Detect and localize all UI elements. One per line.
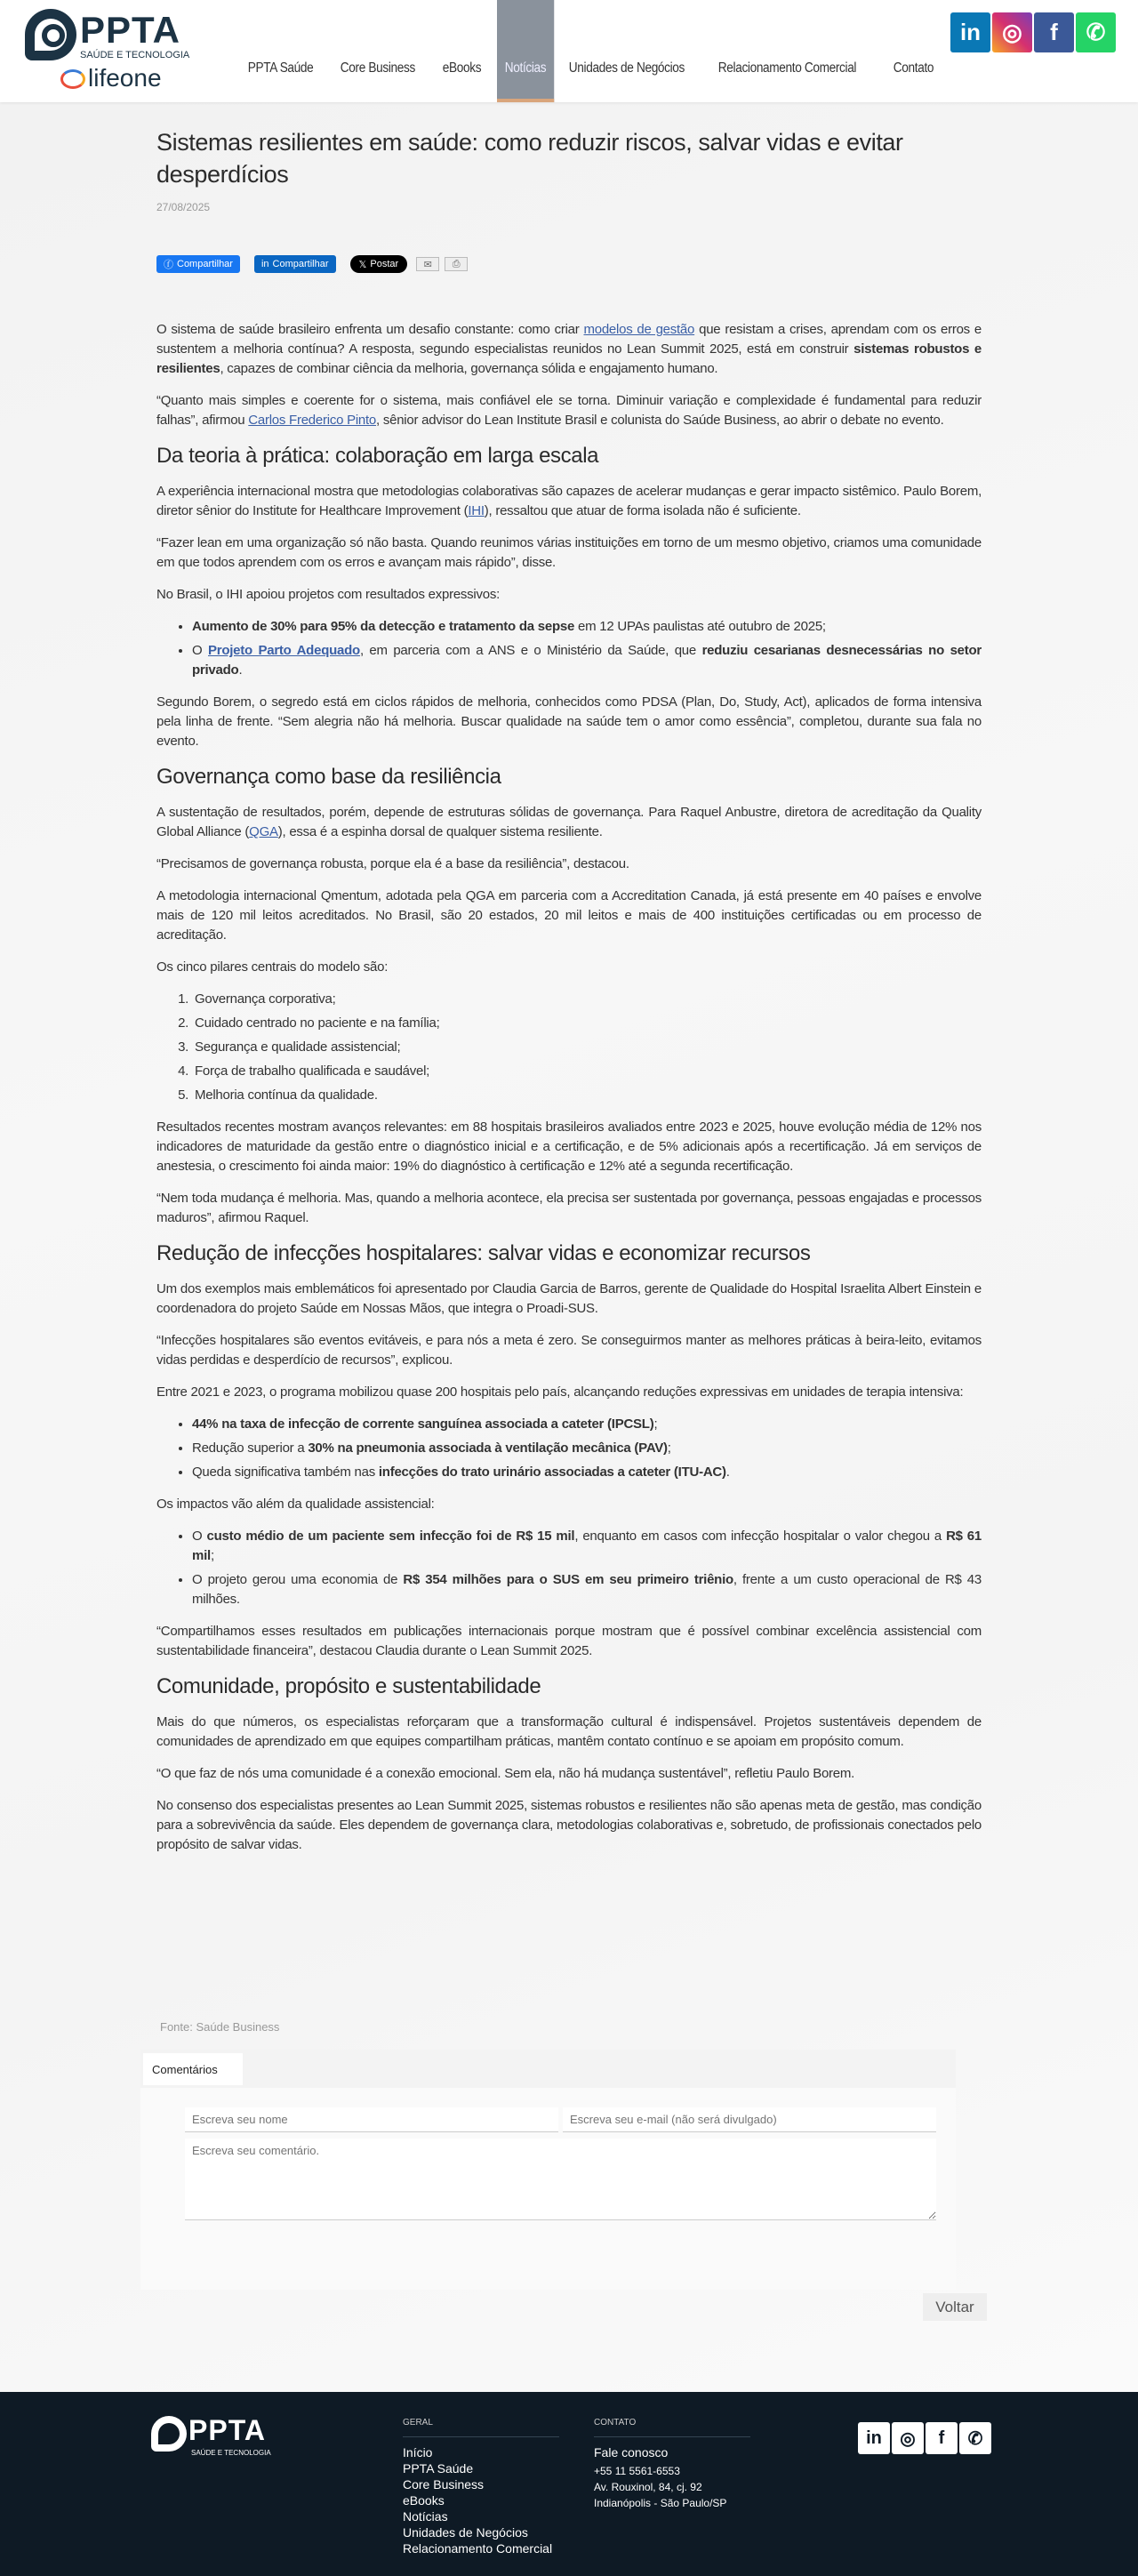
lifeone-logo-icon [60,69,85,89]
text: ), essa é a espinha dorsal de qualquer sistema resiliente. [277,824,603,839]
footer-link-noticias[interactable]: Notícias [403,2509,448,2524]
article-body [156,320,982,1855]
footer-logo-tagline: SAÚDE E TECNOLOGIA [191,2449,271,2457]
text: . [725,1465,730,1480]
numbered-list [192,990,982,1105]
linkedin-share-label: Compartilhar [272,259,329,269]
list-item [192,1570,982,1609]
text: O [192,1529,207,1544]
bold-text: 30% na pneumonia associada à ventilação mecânica (PAV) [308,1440,668,1456]
text: , enquanto em casos com infecção hospitalar o valor chegou a [574,1529,947,1544]
section-heading: Governança como base da resiliência [156,765,501,789]
list-item: 3. Segurança e qualidade assistencial; [192,1038,982,1057]
text: A sustentação de resultados, porém, depende de estruturas sólidas de governança. Para Raquel Anbustre, diretora de acreditação da Quality Global Alliance ( [156,805,982,839]
section-heading: Da teoria à prática: colaboração em larga escala [156,444,599,468]
footer-address-line1: Av. Rouxinol, 84, cj. 92 [594,2481,702,2493]
x-post-label: Postar [370,259,399,269]
linkedin-icon[interactable]: in [950,12,990,52]
paragraph: Um dos exemplos mais emblemáticos foi apresentado por Claudia Garcia de Barros, gerente de Qualidade do Hospital Israelita Albert Einstein e coordenadora do projeto Saúde em Nossas Mãos, que integra o Proadi-SUS. [156,1281,982,1316]
list-item [192,617,982,637]
linkedin-icon[interactable]: in [858,2422,890,2454]
article-title: Sistemas resilientes em saúde: como reduzir riscos, salvar vidas e evitar desperdícios [156,129,903,188]
footer-geral-title: GERAL [403,2415,559,2437]
bullet-list [192,1527,982,1609]
list-item: 4. Força de trabalho qualificada e saudável; [192,1062,982,1081]
comment-textarea[interactable] [185,2139,936,2220]
bold-text: Aumento de 30% para 95% da detecção e tratamento da sepse [192,619,575,634]
paragraph: No consenso dos especialistas presentes ao Lean Summit 2025, sistemas robustos e resilientes não são apenas meta de gestão, mas condição para a sobrevivência da saúde. Eles dependem de governança clara, metodologias colaborativas e, sobretudo, de profissionais conectados pelo propósito de salvar vidas. [156,1798,982,1852]
whatsapp-icon[interactable]: ✆ [959,2422,991,2454]
nav-unidades-de-negocios[interactable]: Unidades de Negócios [569,60,685,76]
footer-link-fale-conosco[interactable]: Fale conosco [594,2445,669,2460]
text: O sistema de saúde brasileiro enfrenta um desafio constante: como criar [156,322,584,337]
header-social-links [950,12,1116,52]
ppta-logo[interactable] [21,7,208,96]
footer-geral [403,2415,559,2556]
bullet-list [192,1415,982,1482]
text: ), ressaltou que atuar de forma isolada não é suficiente. [484,503,801,518]
instagram-icon[interactable]: ◎ [992,12,1032,52]
footer-link-core-business[interactable]: Core Business [403,2477,485,2492]
bold-text: 44% na taxa de infecção de corrente sanguínea associada a cateter (IPCSL) [192,1416,654,1432]
footer-address-line2: Indianópolis - São Paulo/SP [594,2497,727,2509]
linkedin-share-button[interactable] [254,255,336,273]
text: Redução superior a [192,1440,309,1456]
footer-link-ppta-saude[interactable]: PPTA Saúde [403,2461,474,2476]
list-item [192,1439,982,1458]
nav-core-business[interactable]: Core Business [340,60,415,76]
facebook-icon: ⓕ [164,260,173,270]
footer-social-links [858,2422,991,2454]
section-heading: Redução de infecções hospitalares: salvar vidas e economizar recursos [156,1241,811,1265]
site-footer [0,2392,1138,2576]
paragraph [156,320,982,379]
paragraph: “Precisamos de governança robusta, porque ela é a base da resiliência”, destacou. [156,856,629,871]
nav-ppta-saude[interactable]: PPTA Saúde [247,60,314,76]
footer-link-unidades[interactable]: Unidades de Negócios [403,2525,528,2540]
bullet-list [192,617,982,680]
article-source: Fonte: Saúde Business [160,2020,280,2034]
list-item: 1. Governança corporativa; [192,990,982,1009]
text: “Quanto mais simples e coerente for o sistema, mais confiável ele se torna. Diminuir variação e complexidade é fundamental para reduzir falhas”, afirmou [156,393,982,428]
article [156,126,982,1867]
bold-text: sistemas robustos e resilientes [156,341,982,376]
lifeone-logo-text: lifeone [88,64,162,92]
text: ; [653,1416,658,1432]
section-heading: Comunidade, propósito e sustentabilidade [156,1674,541,1698]
paragraph: “Fazer lean em uma organização só não basta. Quando reunimos várias instituições em torno de um mesmo objetivo, criamos uma comunidade em que todos aprendem com os erros e avançam mais rápido”, disse. [156,535,982,570]
paragraph: A metodologia internacional Qmentum, adotada pela QGA em parceria com a Accreditation Canada, já está presente em 40 países e envolve mais de 120 mil leitos acreditados. No Brasil, são 20 estados, 20 mil leitos e mais de 400 instituições certificadas ou em processo de acreditação. [156,888,982,943]
share-bar [156,254,982,274]
paragraph [156,803,982,842]
facebook-share-label: Compartilhar [177,259,233,269]
facebook-icon[interactable]: f [926,2422,958,2454]
text: O projeto gerou uma economia de [192,1572,404,1587]
bold-text: R$ 61 mil [192,1529,982,1563]
paragraph: No Brasil, o IHI apoiou projetos com resultados expressivos: [156,587,501,602]
main-nav [240,0,949,102]
tab-comentarios[interactable]: Comentários [143,2053,243,2085]
email-input[interactable] [563,2107,936,2132]
paragraph: “Compartilhamos esses resultados em publicações internacionais porque mostram que é possível combinar excelência assistencial com sustentabilidade financeira”, destacou Claudia durante o Lean Summit 2025. [156,1624,982,1658]
logo-tagline: SAÚDE E TECNOLOGIA [80,50,190,60]
text: Queda significativa também nas [192,1465,379,1480]
main-content [0,102,1138,2392]
nav-ebooks[interactable]: eBooks [443,60,482,76]
footer-contato-title: CONTATO [594,2415,750,2437]
paragraph: Segundo Borem, o segredo está em ciclos rápidos de melhoria, conhecidos como PDSA (Plan, Do, Study, Act), aplicados de forma intensiva pela linha de frente. “Sem alegria não há melhoria. Buscar qualidade na saúde tem o amor como essência”, completou, durante sua fala no evento. [156,694,982,749]
bold-text: custo médio de um paciente sem infecção foi de R$ 15 mil [206,1529,575,1544]
paragraph [156,482,982,521]
link-projeto-parto-adequado[interactable]: Projeto Parto Adequado [208,643,360,658]
footer-contato [594,2415,750,2511]
list-item [192,1527,982,1566]
footer-link-inicio[interactable]: Início [403,2445,433,2460]
footer-link-relacionamento[interactable]: Relacionamento Comercial [403,2541,553,2556]
instagram-icon[interactable]: ◎ [892,2422,924,2454]
ppta-logo-mark-icon [25,9,76,60]
bold-text: reduziu cesarianas desnecessárias no setor privado [192,643,982,678]
print-icon[interactable]: ⎙ [445,257,468,271]
paragraph: Mais do que números, os especialistas reforçaram que a transformação cultural é indispensável. Projetos sustentáveis dependem de comunidades de aprendizado em que equipes compartilham práticas, mantêm contato contínuo e se apoiam em propósito comum. [156,1714,982,1749]
link-ihi[interactable]: IHI [468,503,485,518]
link-carlos-frederico-pinto[interactable]: Carlos Frederico Pinto [248,413,377,428]
facebook-share-button[interactable] [156,255,240,273]
paragraph: Os cinco pilares centrais do modelo são: [156,959,389,975]
site-header [0,0,1138,102]
text: , frente a um custo operacional de R$ 43 milhões. [192,1572,982,1607]
bold-text: infecções do trato urinário associadas a cateter (ITU-AC) [378,1465,726,1480]
bold-text: R$ 354 milhões para o SUS em seu primeiro triênio [403,1572,733,1587]
email-icon[interactable]: ✉ [416,257,439,271]
list-item [192,1463,982,1482]
article-date: 27/08/2025 [156,201,211,213]
list-item: 2. Cuidado centrado no paciente e na família; [192,1014,982,1033]
paragraph [156,391,982,430]
linkedin-icon: in [260,259,269,269]
text: em 12 UPAs paulistas até outubro de 2025; [574,619,826,634]
list-item [192,641,982,680]
back-button[interactable]: Voltar [923,2293,987,2321]
text: , capazes de combinar ciência da melhoria, governança sólida e engajamento humano. [220,361,718,376]
paragraph: Entre 2021 e 2023, o programa mobilizou quase 200 hospitais pelo país, alcançando reduções expressivas em unidades de terapia intensiva: [156,1384,964,1400]
list-item: 5. Melhoria contínua da qualidade. [192,1086,982,1105]
text: ; [667,1440,671,1456]
ppta-logo-mark-icon [151,2416,187,2452]
comments-section [140,2050,956,2290]
text: O [192,643,208,658]
text: que resistam a crises, aprendam com os erros e sustentem a melhoria contínua? A resposta, segundo especialistas reunidos no Lean Summit 2025, está em construir [156,322,982,357]
x-post-button[interactable] [350,255,408,273]
name-input[interactable] [185,2107,558,2132]
comments-tab-bar [140,2050,956,2088]
footer-link-ebooks[interactable]: eBooks [403,2493,445,2508]
footer-phone: +55 11 5561-6553 [594,2465,680,2477]
whatsapp-icon[interactable]: ✆ [1076,12,1116,52]
link-qga[interactable]: QGA [249,824,278,839]
text: ; [210,1548,214,1563]
text: A experiência internacional mostra que metodologias colaborativas são capazes de acelerar mudanças e gerar impacto sistêmico. Paulo Borem, diretor sênior do Institute for Healthcare Improvement ( [156,484,982,518]
paragraph: Os impactos vão além da qualidade assistencial: [156,1497,435,1512]
list-item [192,1415,982,1434]
nav-relacionamento-comercial[interactable]: Relacionamento Comercial [718,60,857,76]
paragraph: “Infecções hospitalares são eventos evitáveis, e para nós a meta é zero. Se conseguirmos manter as melhores práticas à beira-leito, evitamos vidas perdidas e desperdício de recursos”, explicou. [156,1333,982,1368]
footer-logo-brand: PPTA [188,2414,266,2446]
paragraph: Resultados recentes mostram avanços relevantes: em 88 hospitais brasileiros avaliados entre 2023 e 2025, houve evolução média de 12% nos indicadores de maturidade da gestão entre o diagnóstico inicial e a certificação, e de 5% adicionais após a recertificação. Já em serviços de anestesia, o crescimento foi ainda maior: 19% do diagnóstico à certificação e 12% até a segunda recertificação. [156,1119,982,1174]
x-icon: 𝕏 [358,259,367,270]
text: , sênior advisor do Lean Institute Brasil e colunista do Saúde Business, ao abrir o debate no evento. [376,413,944,428]
paragraph: “Nem toda mudança é melhoria. Mas, quando a melhoria acontece, ela precisa ser sustentada por governança, pessoas engajadas e processos maduros”, afirmou Raquel. [156,1191,982,1225]
text: . [238,662,243,678]
paragraph: “O que faz de nós uma comunidade é a conexão emocional. Sem ela, não há mudança sustentável”, refletiu Paulo Borem. [156,1766,855,1781]
facebook-icon[interactable]: f [1034,12,1074,52]
nav-contato[interactable]: Contato [893,60,934,76]
text: , em parceria com a ANS e o Ministério da Saúde, que [359,643,702,658]
nav-noticias[interactable]: Notícias [497,0,554,102]
link-modelos-de-gestao[interactable]: modelos de gestão [583,322,695,337]
logo-brand: PPTA [80,9,180,51]
